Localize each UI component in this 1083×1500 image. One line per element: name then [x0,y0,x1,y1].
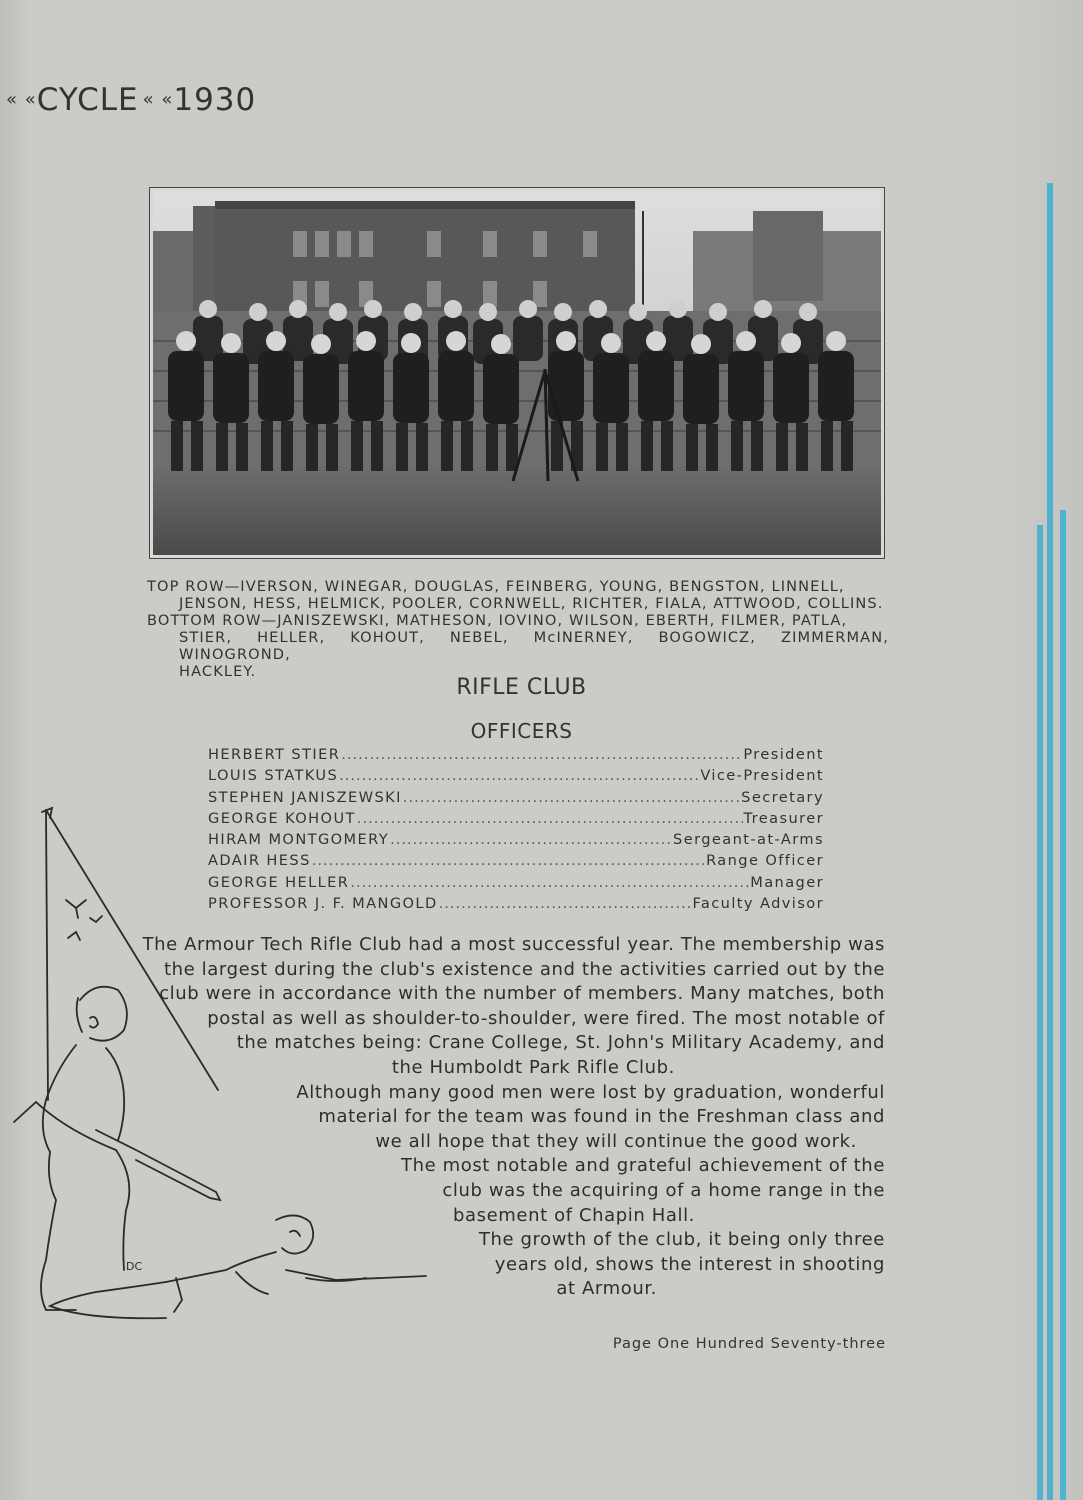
body-line: material for the team was found in the Freshman class and [318,1106,885,1128]
officer-name: HERBERT STIER [208,746,341,763]
club-title: RIFLE CLUB [456,675,587,700]
body-line: the largest during the club's existence and the activities carried out by the [164,958,885,980]
body-text [125,933,885,1302]
caption-line: JENSON, HESS, HELMICK, POOLER, CORNWELL, RICHTER, FIALA, ATTWOOD, COLLINS. [179,595,884,612]
officer-role: President [743,746,824,763]
officer-role: Vice-President [700,767,824,785]
yearbook-header [6,82,256,118]
drawing-signature: DC [126,1260,143,1273]
officer-name: ADAIR HESS [208,852,311,870]
officer-role: Faculty Advisor [692,895,824,913]
leader-dots [439,895,692,912]
body-line: the matches being: Crane College, St. John's Military Academy, and [236,1032,885,1054]
body-line: club was the acquiring of a home range in the [442,1179,885,1201]
body-line: the Humboldt Park Rifle Club. [391,1056,675,1078]
leader-dots [339,767,699,784]
officer-role: Manager [750,873,824,891]
officer-name: GEORGE HELLER [208,873,350,891]
caption-line: HACKLEY. [179,663,257,680]
header-year: 1930 [173,82,257,118]
officer-role: Treasurer [743,809,824,827]
header-chevrons-mid: « « [142,89,174,110]
officer-name: STEPHEN JANISZEWSKI [208,788,402,806]
group-photo-frame [149,187,885,559]
officer-role: Secretary [741,788,824,806]
officer-row [208,746,824,767]
pennant-pole [46,810,48,1100]
officer-name: HIRAM MONTGOMERY [208,831,390,849]
body-line: basement of Chapin Hall. [452,1204,695,1226]
leader-dots [403,789,740,806]
officer-role: Range Officer [706,852,824,870]
photo-caption [147,578,889,680]
officer-name: GEORGE KOHOUT [208,809,356,827]
blue-bar [1060,510,1066,1500]
group-photo [153,191,881,555]
body-line: The most notable and grateful achievement of the [400,1155,885,1177]
caption-line: TOP ROW—IVERSON, WINEGAR, DOUGLAS, FEINBERG, YOUNG, BENGSTON, LINNELL, [147,578,845,595]
page-number: Page One Hundred Seventy-three [612,1336,886,1352]
officer-name: PROFESSOR J. F. MANGOLD [208,895,438,913]
body-line: The Armour Tech Rifle Club had a most successful year. The membership was [142,934,885,955]
leader-dots [341,746,742,763]
blue-bar [1037,525,1043,1500]
decorative-blue-bars [1034,180,1074,1500]
header-chevrons-left: « « [6,89,37,110]
body-line: at Armour. [556,1278,657,1300]
header-title: CYCLE [36,82,139,118]
blue-bar [1047,183,1053,1500]
officer-name: LOUIS STATKUS [208,767,339,785]
body-line: Although many good men were lost by graduation, wonderful [296,1081,885,1103]
body-line: we all hope that they will continue the good work. [375,1130,857,1152]
caption-line: STIER, HELLER, KOHOUT, NEBEL, McINERNEY, BOGOWICZ, ZIMMERMAN, WINOGROND, [179,629,889,663]
officer-row [208,767,824,788]
caption-line: BOTTOM ROW—JANISZEWSKI, MATHESON, IOVINO, WILSON, EBERTH, FILMER, PATLA, [147,612,848,629]
body-line: years old, shows the interest in shooting [494,1253,885,1275]
officers-title: OFFICERS [470,719,573,743]
body-line: club were in accordance with the number of members. Many matches, both [159,983,885,1005]
body-line: The growth of the club, it being only three [478,1229,885,1251]
body-line: postal as well as shoulder-to-shoulder, were fired. The most notable of [207,1007,885,1029]
officer-role: Sergeant-at-Arms [673,831,824,849]
